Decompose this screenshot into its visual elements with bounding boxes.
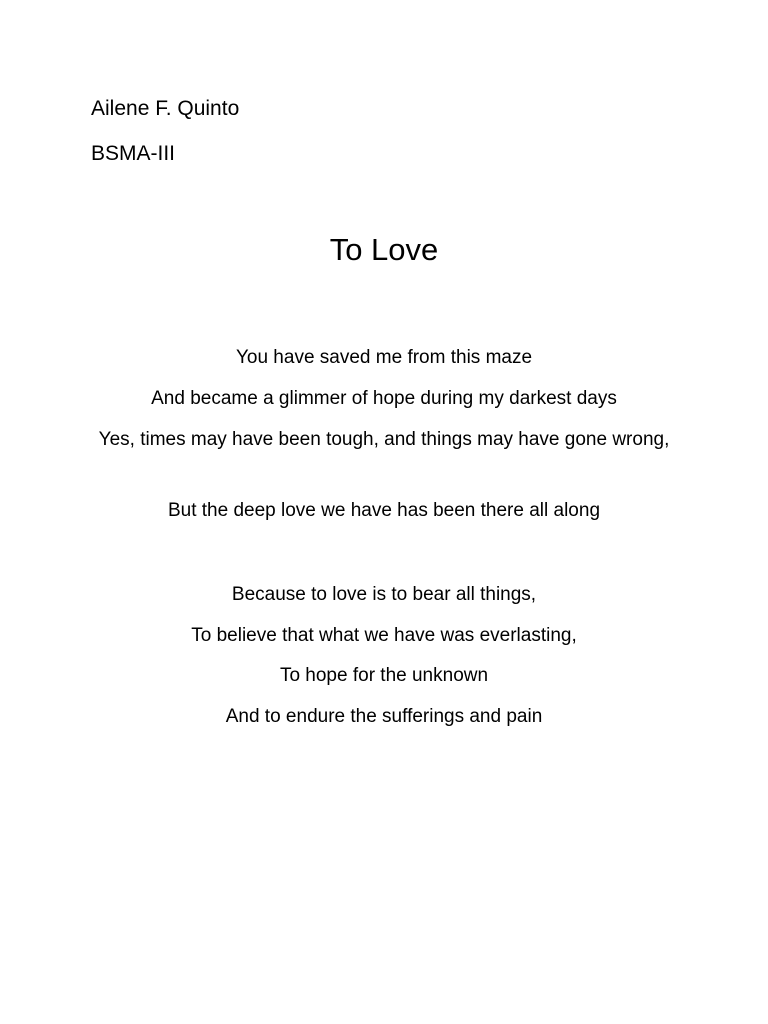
author-name: Ailene F. Quinto [91, 97, 240, 120]
course-label: BSMA-III [91, 142, 176, 165]
poem-line: You have saved me from this maze [235, 347, 533, 368]
poem-line: To hope for the unknown [279, 665, 489, 686]
poem-line: And became a glimmer of hope during my darkest days [151, 388, 617, 409]
poem-line: To believe that what we have was everlasting, [191, 625, 577, 646]
poem-line: And to endure the sufferings and pain [225, 706, 543, 727]
poem-title: To Love [329, 232, 439, 267]
poem-line: Yes, times may have been tough, and things may have gone wrong, [98, 429, 670, 450]
poem-line: But the deep love we have has been there all along [167, 500, 601, 521]
poem-line: Because to love is to bear all things, [231, 584, 537, 605]
